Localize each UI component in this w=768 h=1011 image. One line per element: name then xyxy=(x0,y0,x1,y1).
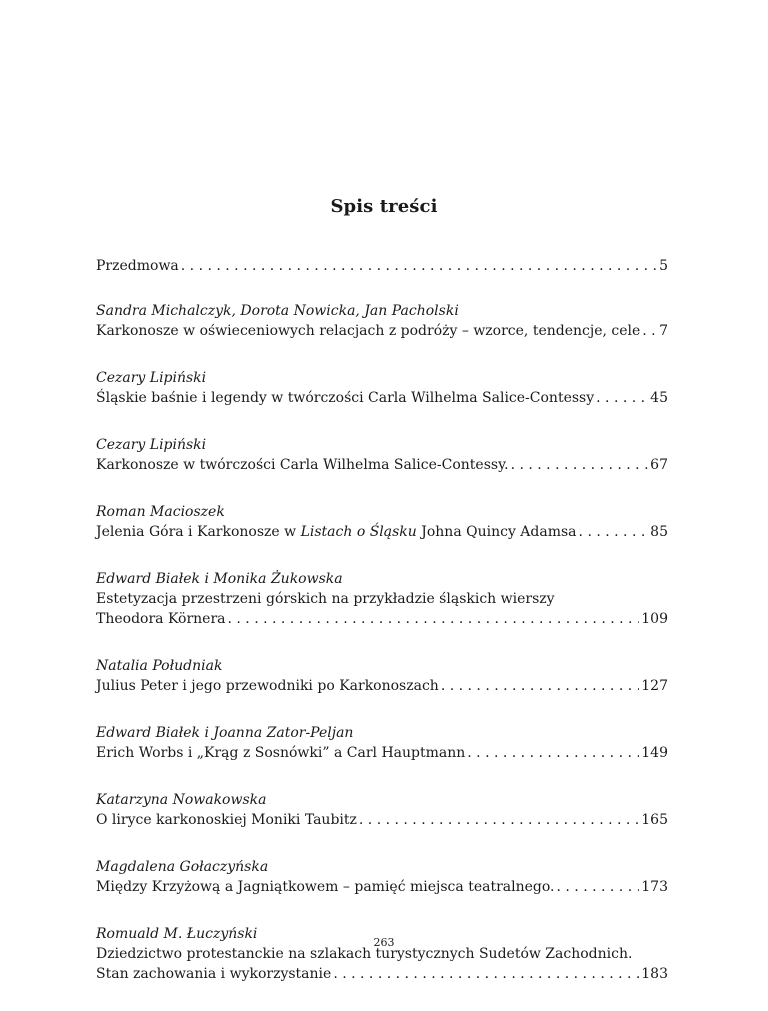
leader-dots xyxy=(228,609,640,629)
toc-page-number: 127 xyxy=(641,678,668,694)
toc-page-number: 7 xyxy=(659,323,668,339)
toc-page-number: 149 xyxy=(641,745,668,761)
toc-author: Edward Białek i Monika Żukowska xyxy=(96,571,343,587)
page-number: 263 xyxy=(373,936,395,949)
toc-entry-title: Śląskie baśnie i legendy w twórczości Carla Wilhelma Salice-Contessy xyxy=(96,390,595,406)
toc-entry-title: Karkonosze w twórczości Carla Wilhelma Salice-Contessy. xyxy=(96,457,509,473)
toc-author: Cezary Lipiński xyxy=(96,437,207,453)
leader-dots xyxy=(511,455,649,475)
toc-entry-title: Karkonosze w oświeceniowych relacjach z podróży – wzorce, tendencje, cele xyxy=(96,323,641,339)
toc-entry-title: Theodora Körnera xyxy=(96,611,226,627)
toc-author: Natalia Południak xyxy=(96,658,223,674)
toc-author: Romuald M. Łuczyński xyxy=(96,926,258,942)
toc-entry xyxy=(96,656,668,696)
toc-entry xyxy=(96,569,668,629)
toc-entry-title-line: Estetyzacja przestrzeni górskich na przykładzie śląskich wierszy xyxy=(96,591,555,607)
toc-entry xyxy=(96,256,668,276)
toc-entry xyxy=(96,790,668,830)
toc-entry-title: Między Krzyżową a Jagniątkowem – pamięć miejsca teatralnego. xyxy=(96,879,555,895)
toc-italic-title: Listach o Śląsku xyxy=(300,524,417,540)
toc-entry xyxy=(96,301,668,341)
leader-dots xyxy=(557,877,640,897)
toc-entry-title: Przedmowa xyxy=(96,258,179,274)
toc-entry xyxy=(96,857,668,897)
toc-entry-title: O liryce karkonoskiej Moniki Taubitz xyxy=(96,812,357,828)
toc-line xyxy=(96,321,668,341)
leader-dots xyxy=(441,676,639,696)
toc-page-number: 165 xyxy=(641,812,668,828)
toc-author: Edward Białek i Joanna Zator-Peljan xyxy=(96,725,354,741)
leader-dots xyxy=(642,321,657,341)
toc-page-number: 109 xyxy=(641,611,668,627)
toc-entry xyxy=(96,723,668,763)
toc-entry xyxy=(96,924,668,984)
toc-page-number: 85 xyxy=(650,524,668,540)
toc-entry-title: Stan zachowania i wykorzystanie xyxy=(96,966,332,982)
toc-entry-title: Julius Peter i jego przewodniki po Karkonoszach xyxy=(96,678,439,694)
leader-dots xyxy=(359,810,639,830)
table-of-contents xyxy=(96,256,668,1011)
toc-line xyxy=(96,743,668,763)
toc-line xyxy=(96,455,668,475)
toc-line xyxy=(96,676,668,696)
toc-page-number: 45 xyxy=(650,390,668,406)
toc-author: Sandra Michalczyk, Dorota Nowicka, Jan Pacholski xyxy=(96,303,459,319)
leader-dots xyxy=(596,388,648,408)
toc-entry-title-line: Dziedzictwo protestanckie na szlakach turystycznych Sudetów Zachodnich. xyxy=(96,946,633,962)
leader-dots xyxy=(181,256,657,276)
toc-page-number: 67 xyxy=(650,457,668,473)
toc-page-number: 173 xyxy=(641,879,668,895)
toc-line xyxy=(96,522,668,542)
toc-author: Roman Macioszek xyxy=(96,504,225,520)
leader-dots xyxy=(467,743,639,763)
page-title: Spis treści xyxy=(330,196,438,217)
toc-line xyxy=(96,810,668,830)
toc-line xyxy=(96,964,668,984)
toc-line xyxy=(96,388,668,408)
toc-author: Katarzyna Nowakowska xyxy=(96,792,267,808)
toc-line xyxy=(96,256,668,276)
toc-author: Magdalena Gołaczyńska xyxy=(96,859,269,875)
toc-entry xyxy=(96,435,668,475)
toc-page-number: 183 xyxy=(641,966,668,982)
toc-line xyxy=(96,609,668,629)
toc-page-number: 5 xyxy=(659,258,668,274)
leader-dots xyxy=(579,522,649,542)
toc-entry xyxy=(96,368,668,408)
leader-dots xyxy=(333,964,639,984)
toc-entry-title: Erich Worbs i „Krąg z Sosnówki” a Carl Hauptmann xyxy=(96,745,466,761)
toc-entry xyxy=(96,502,668,542)
toc-entry-title: Jelenia Góra i Karkonosze w Listach o Śląsku Johna Quincy Adamsa xyxy=(96,524,577,540)
toc-line xyxy=(96,877,668,897)
toc-author: Cezary Lipiński xyxy=(96,370,207,386)
